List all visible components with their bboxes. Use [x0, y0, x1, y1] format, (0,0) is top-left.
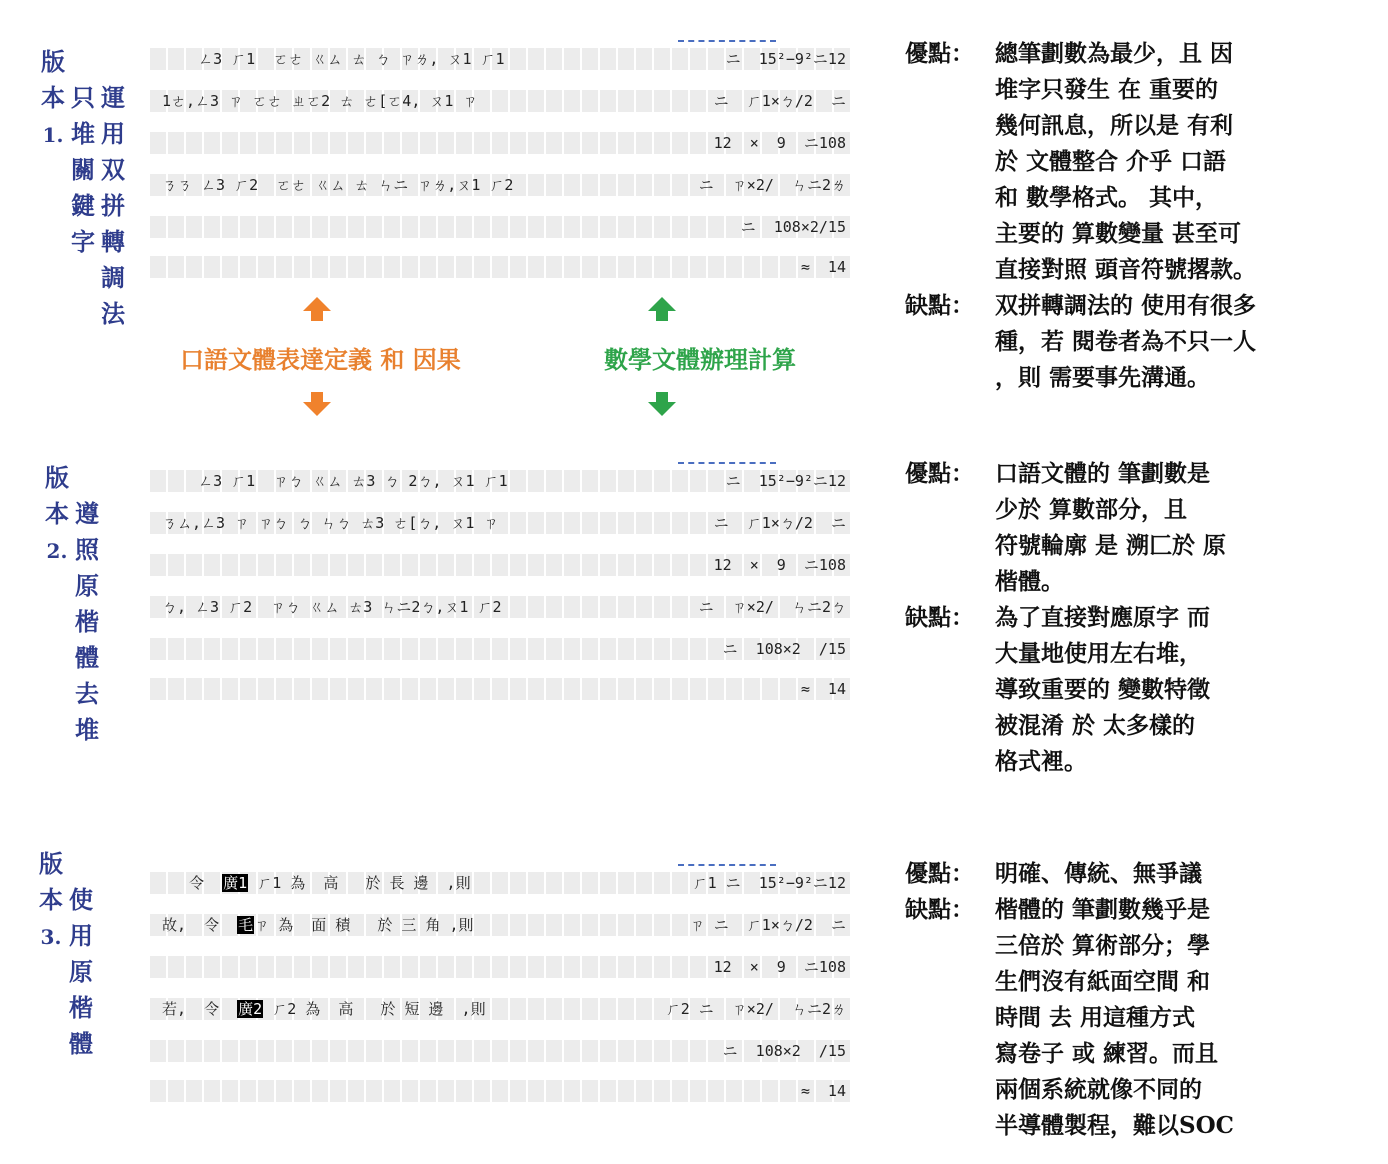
- highlighted-variable: 廣1: [223, 874, 248, 892]
- math-expression: ニ ㄏ1×ㄅ/2 ニ: [713, 92, 846, 110]
- pro-heading: 優點：: [905, 860, 974, 887]
- note-line: 堆字只發生 在 重要的: [995, 76, 1219, 103]
- note-line: 寫卷子 或 練習。而且: [995, 1040, 1219, 1067]
- version-2-panel: [150, 456, 858, 706]
- pro-heading: 優點：: [905, 460, 974, 487]
- highlighted-variable: 毛: [238, 916, 254, 934]
- note-line: 種，若 閱卷者為不只一人: [995, 328, 1257, 355]
- version-3-panel: [150, 858, 858, 1108]
- spoken-text-part: 故, 令: [162, 916, 238, 934]
- spoken-expression: 1ㄜ,ㄥ3 ㄗ ㄛㄜ ㄓㄛ2 ㄊ ㄜ[ㄛ4, ㄡ1 ㄗ: [162, 92, 478, 110]
- note-line: 主要的 算數變量 甚至可: [995, 220, 1242, 247]
- math-expression: ㄏ2 ニ ㄗ×2/ ㄣニ2ㄌ: [665, 1000, 846, 1018]
- note-line: 大量地使用左右堆，: [995, 640, 1202, 667]
- spoken-expression: ㄥ3 ㄏ1 ㄛㄜ ㄍㄙ ㄊ ㄅ ㄗㄌ, ㄡ1 ㄏ1: [162, 50, 505, 68]
- con-heading: 缺點：: [905, 896, 974, 923]
- math-expression: ニ ㄏ1×ㄅ/2 ニ: [713, 514, 846, 532]
- pro-heading: 優點：: [905, 40, 974, 67]
- con-heading: 缺點：: [905, 604, 974, 631]
- version-1-title: 版 本 1. 只 堆 關 鍵 字 運 用 双 拼 轉 調 法: [41, 47, 125, 328]
- note-line: 双拼轉調法的 使用有很多: [995, 292, 1257, 319]
- note-line: 幾何訊息，所以是 有利: [995, 112, 1234, 139]
- math-expression: ㄏ1 ニ 15²−9²ニ12: [692, 874, 846, 892]
- note-line: 兩個系統就像不同的: [995, 1076, 1202, 1103]
- version-3-title: 版 本 3. 使 用 原 楷 體: [39, 849, 93, 1058]
- note-line: 半導體製程，難以SOC: [995, 1112, 1234, 1139]
- spoken-expression: ㄥ3 ㄏ1 ㄗㄅ ㄍㄙ ㄊ3 ㄅ 2ㄅ, ㄡ1 ㄏ1: [162, 472, 508, 490]
- note-line: 導致重要的 變數特徵: [995, 676, 1211, 703]
- note-line: 於 文體整合 介乎 口語: [995, 148, 1227, 175]
- math-expression: 12 × 9 ニ108: [713, 134, 846, 152]
- note-line: 直接對照 頭音符號撂款。: [995, 256, 1257, 283]
- spoken-arrow-up-icon: [303, 297, 331, 311]
- highlighted-variable: 廣2: [238, 1000, 263, 1018]
- note-line: 明確、傳統、無爭議: [995, 860, 1202, 887]
- math-expression: 12 × 9 ニ108: [713, 556, 846, 574]
- spoken-text-part: ㄗ 為 面 積 於 三 角 ,則: [254, 916, 474, 934]
- note-line: ，則 需要事先溝通。: [995, 364, 1211, 391]
- note-line: 被混淆 於 太多樣的: [995, 712, 1196, 739]
- note-line: 少於 算數部分，且: [995, 496, 1188, 523]
- spoken-arrow-down-icon: [303, 402, 331, 416]
- note-line: 三倍於 算術部分；學: [995, 932, 1211, 959]
- note-line: 為了直接對應原字 而: [995, 604, 1211, 631]
- math-expression: ≈ 14: [800, 1082, 846, 1100]
- spoken-text-part: 若, 令: [162, 1000, 238, 1018]
- spoken-text-part: ㄏ2 為 高 於 短 邊 ,則: [263, 1000, 486, 1018]
- note-line: 格式裡。: [995, 748, 1087, 775]
- spoken-arrow-down-stem: [311, 392, 323, 402]
- math-expression: ニ 108×2 /15: [722, 640, 846, 658]
- note-line: 楷體。: [995, 568, 1064, 595]
- note-line: 總筆劃數為最少，且 因: [995, 40, 1234, 67]
- math-arrow-up-icon: [648, 297, 676, 311]
- note-line: 時間 去 用這種方式: [995, 1004, 1196, 1031]
- note-line: 符號輪廓 是 溯匚於 原: [995, 532, 1227, 559]
- math-expression: ㄗ ニ ㄏ1×ㄅ/2 ニ: [689, 916, 846, 934]
- math-style-label: 數學文體辦理計算: [604, 345, 796, 374]
- math-arrow-down-stem: [656, 392, 668, 402]
- note-line: 楷體的 筆劃數幾乎是: [995, 896, 1211, 923]
- note-line: 口語文體的 筆劃數是: [995, 460, 1211, 487]
- spoken-text-part: 令: [162, 874, 223, 892]
- math-arrow-up-stem: [656, 311, 668, 321]
- version-2-title: 版 本 2. 遵 照 原 楷 體 去 堆: [45, 463, 99, 744]
- spoken-text-part: ㄏ1 為 高 於 長 邊 ,則: [248, 874, 471, 892]
- spoken-expression: ㄋㄙ,ㄥ3 ㄗ ㄗㄅ ㄅ ㄣㄅ ㄊ3 ㄜ[ㄅ, ㄡ1 ㄗ: [162, 514, 499, 532]
- math-expression: ニ 15²−9²ニ12: [725, 472, 846, 490]
- version-1-panel: [150, 34, 858, 284]
- math-expression: ニ 15²−9²ニ12: [725, 50, 846, 68]
- spoken-style-label: 口語文體表達定義 和 因果: [180, 345, 461, 374]
- spoken-arrow-up-stem: [311, 311, 323, 321]
- con-heading: 缺點：: [905, 292, 974, 319]
- spoken-expression: [150, 1080, 858, 1102]
- spoken-expression: ㄅ, ㄥ3 ㄏ2 ㄗㄅ ㄍㄙ ㄊ3 ㄣニ2ㄅ,ㄡ1 ㄏ2: [162, 598, 502, 616]
- math-expression: 12 × 9 ニ108: [713, 958, 846, 976]
- math-arrow-down-icon: [648, 402, 676, 416]
- math-expression: ニ 108×2/15: [740, 218, 846, 236]
- note-line: 和 數學格式。 其中，: [995, 184, 1219, 211]
- math-expression: ≈ 14: [800, 258, 846, 276]
- math-expression: ≈ 14: [800, 680, 846, 698]
- spoken-expression: ㄋㄋ ㄥ3 ㄏ2 ㄛㄜ ㄍㄙ ㄊ ㄣニ ㄗㄌ,ㄡ1 ㄏ2: [162, 176, 514, 194]
- spoken-expression: [150, 256, 858, 278]
- math-expression: ニ 108×2 /15: [722, 1042, 846, 1060]
- note-line: 生們沒有紙面空間 和: [995, 968, 1211, 995]
- math-expression: ニ ㄗ×2/ ㄣニ2ㄅ: [698, 598, 846, 616]
- spoken-expression: [150, 678, 858, 700]
- math-expression: ニ ㄗ×2/ ㄣニ2ㄌ: [698, 176, 846, 194]
